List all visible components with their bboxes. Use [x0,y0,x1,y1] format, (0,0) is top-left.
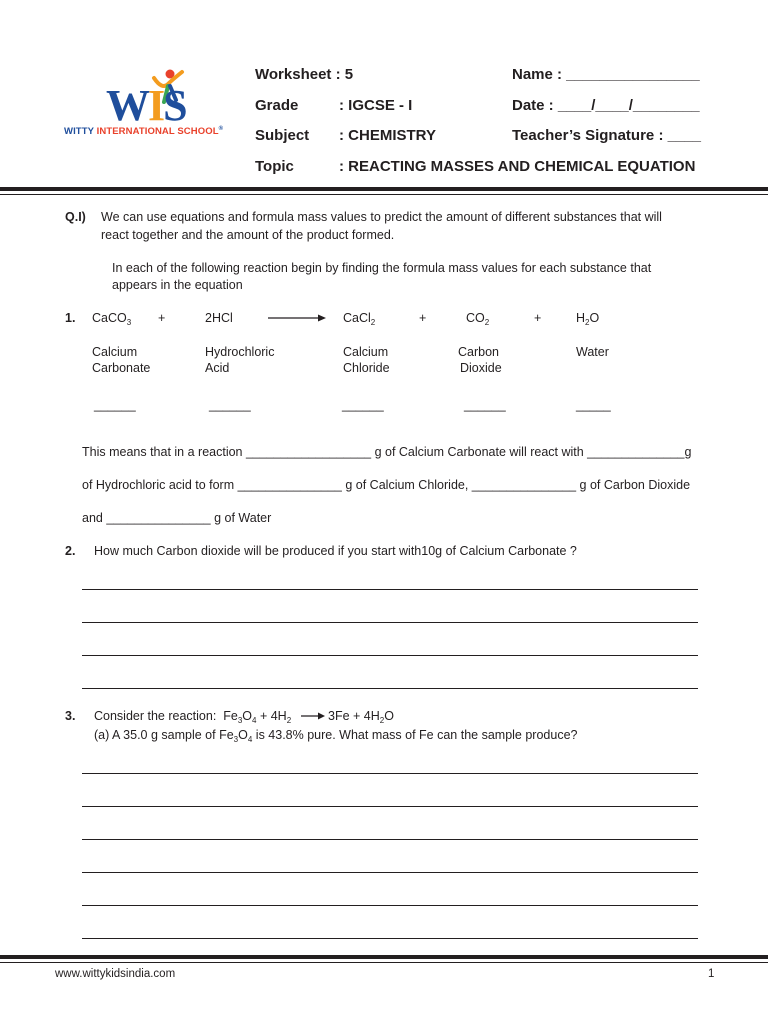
formula-hydrochloric-acid: 2HCl [205,311,233,325]
question-instruction: appears in the equation [112,278,243,292]
formula-calcium-chloride: CaCl$_2$ [343,311,376,327]
reaction-arrow-icon [268,313,326,323]
grade-value: : IGCSE - I [339,97,413,114]
species-name: Chloride [343,361,390,375]
question-text: How much Carbon dioxide will be produced if you start with10g of Calcium Carbonate ? [94,544,577,558]
item-number: 1. [65,311,76,325]
question-intro: We can use equations and formula mass values to predict the amount of different substances that will [101,210,662,224]
footer-rule [0,955,768,959]
logo-mark: WIS [106,81,186,130]
species-name: Carbon [458,345,499,359]
grade-label: Grade [255,97,299,114]
page-number: 1 [708,968,715,980]
question-part-a: (a) A 35.0 g sample of $Fe_3O_4$ is 43.8% pure. What mass of Fe can the sample produce? [94,728,578,744]
formula-mass-blank[interactable]: ______ [209,398,251,412]
species-name: Acid [205,361,230,375]
topic-value: : REACTING MASSES AND CHEMICAL EQUATION [339,158,696,175]
species-name: Calcium [343,345,389,359]
footer-rule-thin [0,962,768,963]
plus-sign: + [158,311,166,325]
question-label: Q.I) [65,210,86,224]
subject-label: Subject [255,127,310,144]
formula-mass-blank[interactable]: ______ [342,398,384,412]
formula-mass-blank[interactable]: ______ [94,398,136,412]
answer-line[interactable] [82,905,698,906]
fill-in-sentence[interactable]: of Hydrochloric acid to form _______________ g of Calcium Chloride, _______________ g of Carbon Dioxide [82,478,691,492]
answer-line[interactable] [82,688,698,689]
teacher-signature-field[interactable]: Teacher’s Signature : ____ [512,127,701,144]
reaction-arrow-icon [301,711,325,721]
answer-line[interactable] [82,622,698,623]
answer-line[interactable] [82,806,698,807]
species-name: Water [576,345,609,359]
worksheet-number: Worksheet : 5 [255,66,354,83]
question-text: Consider the reaction: $Fe_3O_4 + 4H_2$ [94,709,292,725]
answer-line[interactable] [82,839,698,840]
topic-label: Topic [255,158,294,175]
subject-value: : CHEMISTRY [339,127,436,144]
header-rule-thin [0,194,768,195]
footer-website: www.wittykidsindia.com [55,968,176,980]
formula-water: $H_2O$ [576,311,600,327]
species-name: Dioxide [460,361,502,375]
species-name: Carbonate [92,361,151,375]
plus-sign: + [534,311,542,325]
answer-line[interactable] [82,773,698,774]
formula-carbon-dioxide: $CO_2$ [466,311,490,327]
answer-line[interactable] [82,938,698,939]
logo-school-name: WITTY INTERNATIONAL SCHOOL® [64,126,224,138]
question-instruction: In each of the following reaction begin by finding the formula mass values for each substance that [112,261,652,275]
formula-calcium-carbonate: CaCO$_3$ [92,311,132,327]
item-number: 2. [65,544,76,558]
fill-in-sentence[interactable]: This means that in a reaction __________________ g of Calcium Carbonate will react with ______________g [82,445,692,459]
date-field[interactable]: Date : ____/____/________ [512,97,700,114]
answer-line[interactable] [82,589,698,590]
answer-line[interactable] [82,655,698,656]
species-name: Calcium [92,345,138,359]
header-rule [0,187,768,191]
formula-mass-blank[interactable]: ______ [464,398,506,412]
school-logo [62,66,242,146]
plus-sign: + [419,311,427,325]
name-field[interactable]: Name : ________________ [512,66,700,83]
formula-mass-blank[interactable]: _____ [576,398,611,412]
question-text: $3Fe + 4H_2O$ [328,709,394,725]
species-name: Hydrochloric [205,345,275,359]
fill-in-sentence[interactable]: and _______________ g of Water [82,511,272,525]
item-number: 3. [65,709,76,723]
answer-line[interactable] [82,872,698,873]
question-intro: react together and the amount of the product formed. [101,228,395,242]
